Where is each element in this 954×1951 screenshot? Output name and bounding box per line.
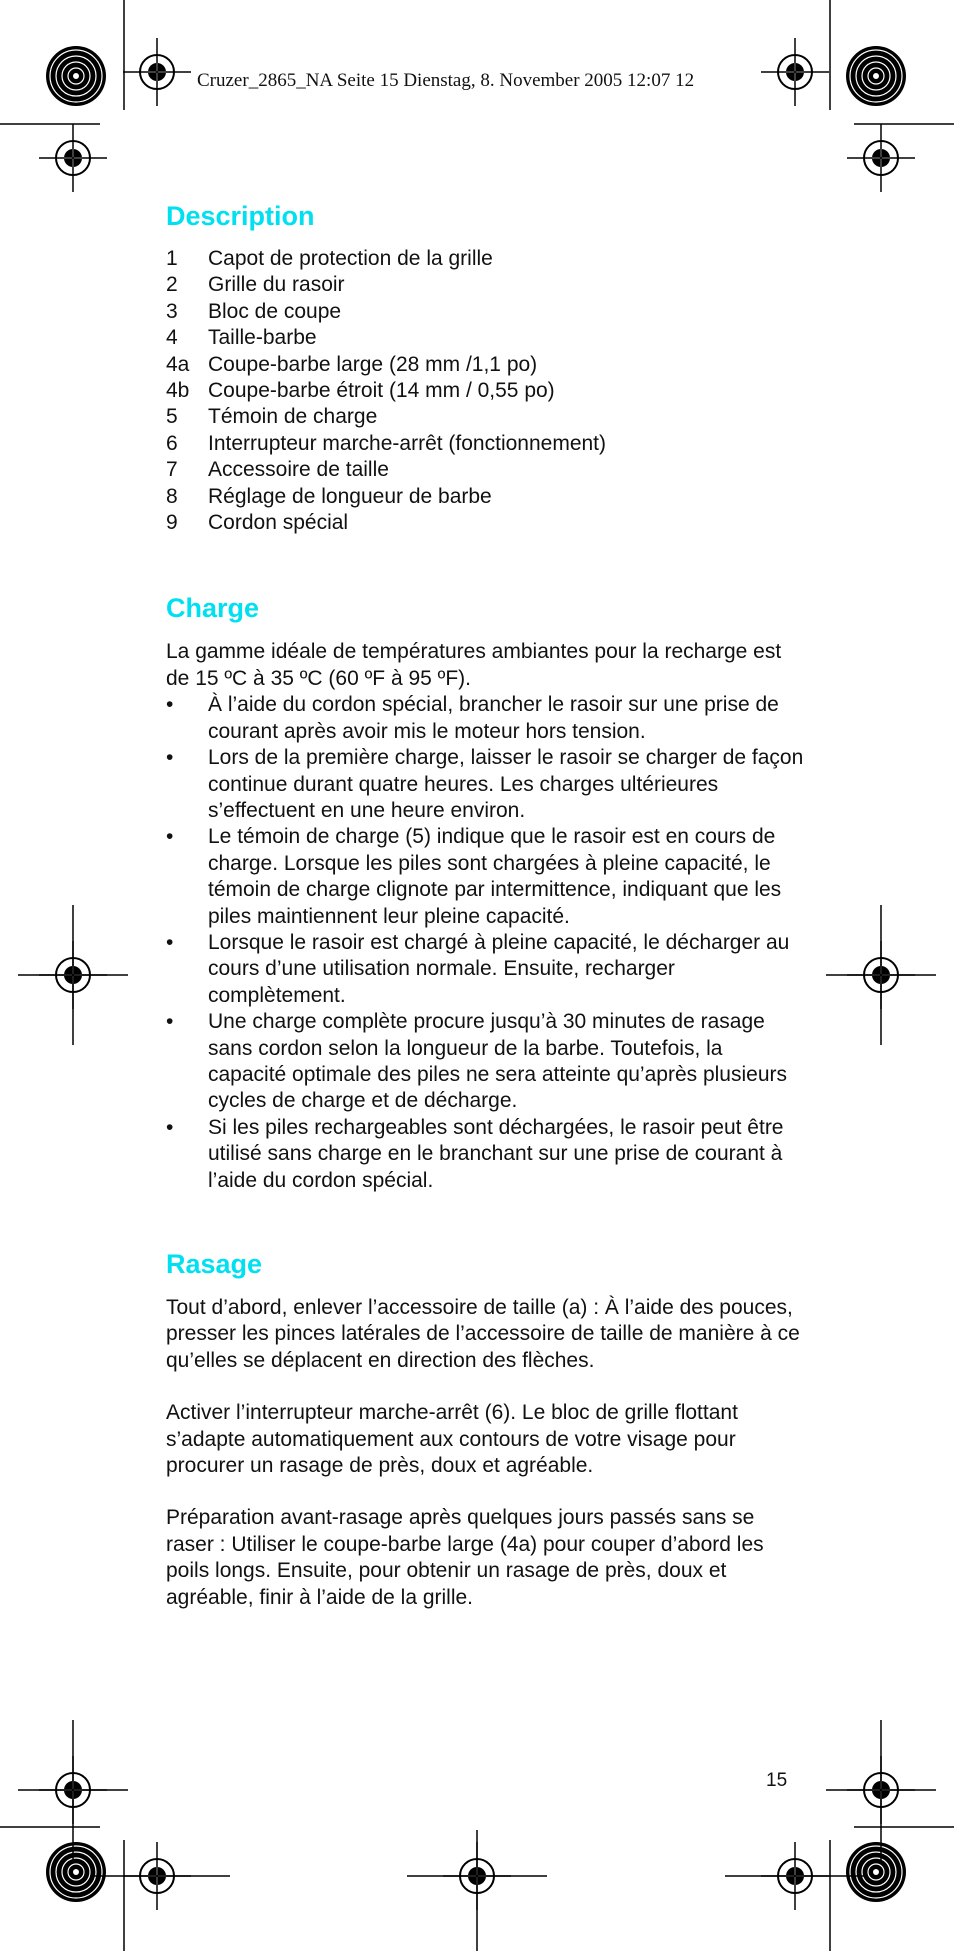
part-number: 3 (166, 299, 178, 323)
part-number: 6 (166, 431, 178, 455)
list-item (166, 510, 806, 536)
registration-mark-icon (761, 38, 829, 106)
list-item (166, 404, 806, 430)
part-label: Cordon spécial (208, 511, 349, 535)
list-item (166, 299, 806, 325)
list-item (166, 692, 806, 745)
part-label: Coupe-barbe large (28 mm /1,1 po) (208, 352, 538, 376)
print-slug: Cruzer_2865_NA Seite 15 Dienstag, 8. November 2005 12:07 12 (197, 70, 695, 91)
part-label: Grille du rasoir (208, 273, 345, 297)
list-item (166, 378, 806, 404)
star-target-icon (46, 46, 106, 106)
star-target-icon (846, 46, 906, 106)
charge-bullet-list (166, 692, 806, 1194)
part-label: Coupe-barbe étroit (14 mm / 0,55 po) (208, 379, 555, 403)
registration-mark-icon (847, 124, 915, 192)
list-item (166, 1009, 806, 1115)
bullet-dot: • (166, 1010, 174, 1034)
bullet-text: Une charge complète procure jusqu’à 30 minutes de rasage sans cordon selon la longueur de la barbe. Toutefois, la capacité optimale des piles ne sera atteinte qu’après plusieurs cycles de charge et de décharge. (208, 1010, 788, 1113)
section-title-description: Description (166, 201, 315, 231)
paragraph: Préparation avant-rasage après quelques jours passés sans se raser : Utiliser le coupe-barbe large (4a) pour couper d’abord les poils longs. Ensuite, pour obtenir un rasage de près, doux et agréable, finir à l’aide de la grille. (166, 1506, 764, 1609)
list-item (166, 325, 806, 351)
paragraph: Activer l’interrupteur marche-arrêt (6). Le bloc de grille flottant s’adapte automatiquement aux contours de votre visage pour procurer un rasage de près, doux et agréable. (166, 1401, 738, 1478)
part-number: 4a (166, 352, 190, 376)
list-item (166, 930, 806, 1009)
list-item (166, 246, 806, 272)
rasage-paragraphs (166, 1295, 806, 1611)
list-item (166, 272, 806, 298)
part-label: Bloc de coupe (208, 299, 342, 323)
bullet-dot: • (166, 1115, 174, 1139)
part-number: 9 (166, 511, 178, 535)
list-item (166, 431, 806, 457)
part-label: Accessoire de taille (208, 458, 389, 482)
registration-mark-icon (39, 124, 107, 192)
section-title-rasage: Rasage (166, 1249, 263, 1279)
bullet-dot: • (166, 825, 174, 849)
bullet-dot: • (166, 693, 174, 717)
part-label: Témoin de charge (208, 405, 378, 429)
list-item (166, 457, 806, 483)
part-number: 4b (166, 379, 190, 403)
list-item (166, 1115, 806, 1194)
part-number: 5 (166, 405, 178, 429)
part-label: Taille-barbe (208, 326, 317, 350)
bullet-dot: • (166, 746, 174, 770)
star-target-icon (46, 1842, 106, 1902)
list-item (166, 484, 806, 510)
paragraph: Tout d’abord, enlever l’accessoire de taille (a) : À l’aide des pouces, presser les pinces latérales de l’accessoire de taille de manière à ce qu’elles se déplacent en direction des flèches. (166, 1296, 800, 1372)
bullet-text: Lors de la première charge, laisser le rasoir se charger de façon continue durant quatre heures. Les charges ultérieures s’effectuent en une heure environ. (208, 746, 804, 822)
part-label: Capot de protection de la grille (208, 247, 493, 270)
part-label: Réglage de longueur de barbe (208, 484, 492, 508)
bullet-text: Le témoin de charge (5) indique que le rasoir est en cours de charge. Lorsque les piles sont chargées à pleine capacité, le témoin de charge clignote par intermittence, indiquant que les piles maintiennent leur pleine capacité. (208, 825, 782, 928)
registration-mark-icon (123, 38, 191, 106)
page-number: 15 (766, 1770, 788, 1791)
part-number: 1 (166, 247, 178, 270)
page-content (166, 196, 806, 1611)
part-number: 8 (166, 484, 178, 508)
bullet-dot: • (166, 930, 174, 954)
list-item (166, 824, 806, 930)
section-title-charge: Charge (166, 593, 260, 624)
bullet-text: À l’aide du cordon spécial, brancher le rasoir sur une prise de courant après avoir mis le moteur hors tension. (208, 693, 779, 743)
part-number: 7 (166, 458, 178, 482)
list-item (166, 352, 806, 378)
parts-list (166, 246, 806, 536)
bullet-text: Si les piles rechargeables sont déchargées, le rasoir peut être utilisé sans charge en le branchant sur une prise de courant à l’aide du cordon spécial. (208, 1115, 784, 1192)
part-label: Interrupteur marche-arrêt (fonctionnement) (208, 431, 607, 455)
part-number: 2 (166, 273, 178, 297)
part-number: 4 (166, 326, 178, 350)
star-target-icon (846, 1842, 906, 1902)
bullet-text: Lorsque le rasoir est chargé à pleine capacité, le décharger au cours d’une utilisation normale. Ensuite, recharger complètement. (208, 930, 790, 1007)
charge-intro: La gamme idéale de températures ambiantes pour la recharge est de 15 ºC à 35 ºC (60 ºF à 95 ºF). (166, 640, 782, 690)
list-item (166, 745, 806, 824)
